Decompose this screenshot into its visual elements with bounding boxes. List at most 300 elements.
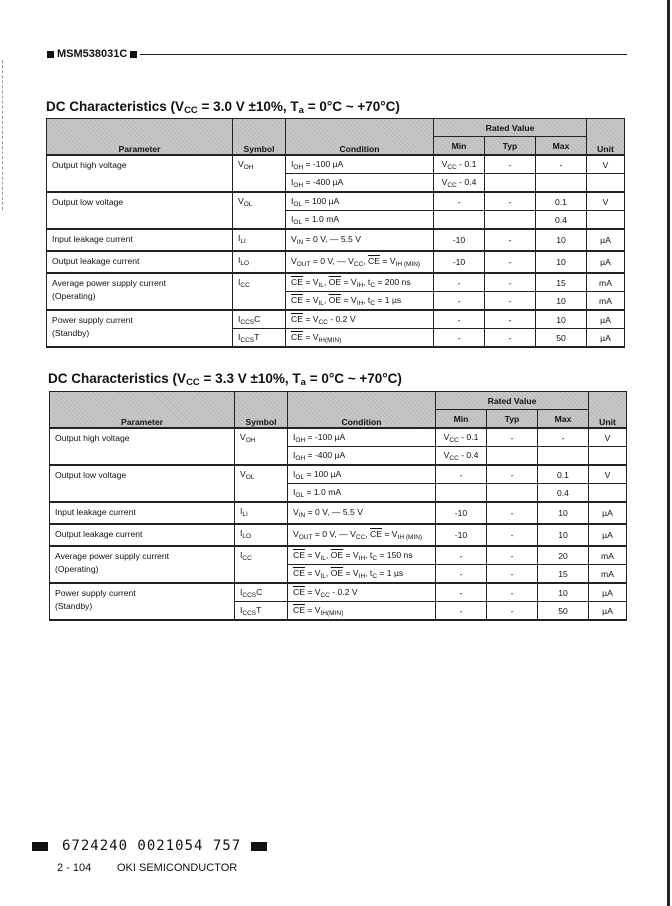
barcode-line bbox=[32, 838, 267, 854]
condition-text: , t bbox=[363, 276, 371, 287]
typ-cell bbox=[487, 502, 538, 524]
typ-cell bbox=[487, 546, 538, 565]
header-text: Symbol bbox=[245, 417, 277, 427]
max-cell bbox=[538, 583, 589, 602]
condition-text: = 1 µs bbox=[375, 294, 402, 305]
condition-cell bbox=[288, 484, 436, 503]
symbol: I bbox=[240, 604, 243, 615]
typ-cell bbox=[485, 329, 536, 348]
condition-text: = 0 V, — 5.5 V bbox=[303, 234, 361, 244]
max-value: - bbox=[561, 432, 565, 443]
min-value: -10 bbox=[454, 530, 468, 540]
max-cell bbox=[536, 192, 587, 211]
output-enable-bar: $\overline{OE}$ bbox=[330, 567, 344, 578]
condition-text: = 100 µA bbox=[302, 195, 340, 206]
max-value: 0.4 bbox=[555, 214, 567, 225]
parameter-name: Input leakage current bbox=[55, 507, 136, 517]
condition-text: = 1.0 mA bbox=[304, 486, 342, 497]
condition-text: = V bbox=[343, 567, 359, 578]
condition-text: V bbox=[293, 529, 299, 539]
column-header-max bbox=[536, 137, 587, 156]
condition-text: = V bbox=[341, 294, 357, 305]
max-value: 10 bbox=[556, 235, 566, 245]
typ-value: - bbox=[510, 469, 514, 480]
condition-subscript: C bbox=[372, 572, 378, 580]
condition-cell bbox=[286, 251, 434, 273]
condition-cell bbox=[288, 428, 436, 447]
condition-text: = V bbox=[304, 567, 321, 578]
chip-enable-bar: $\overline{CE}$ bbox=[293, 567, 305, 578]
typ-value: - bbox=[508, 196, 512, 207]
min-value: - bbox=[457, 314, 461, 325]
min-cell bbox=[436, 546, 487, 565]
column-header-typ bbox=[487, 410, 538, 429]
symbol-cell bbox=[233, 251, 286, 273]
condition-subscript: IH bbox=[358, 554, 366, 562]
typ-value: - bbox=[510, 568, 514, 579]
condition-subscript: CC bbox=[320, 591, 330, 599]
condition-text: = 1.0 mA bbox=[302, 213, 340, 224]
part-number: MSM538031C bbox=[57, 48, 128, 60]
unit-value: mA bbox=[601, 550, 614, 561]
symbol: I bbox=[240, 550, 243, 560]
column-header-rated-value bbox=[434, 119, 587, 137]
condition-cell bbox=[286, 229, 434, 251]
max-cell bbox=[538, 465, 589, 484]
header-text: Rated Value bbox=[485, 122, 535, 133]
condition-subscript: OL bbox=[293, 218, 303, 226]
title-text: = 0°C ~ +70°C) bbox=[303, 99, 400, 114]
max-value: 10 bbox=[558, 530, 568, 540]
max-cell bbox=[536, 211, 587, 230]
typ-value: - bbox=[510, 605, 514, 616]
symbol-subscript: LO bbox=[242, 533, 252, 540]
min-value: -10 bbox=[454, 508, 468, 518]
company-name: OKI SEMICONDUCTOR bbox=[117, 862, 238, 874]
min-cell bbox=[434, 329, 485, 348]
output-enable-bar: $\overline{OE}$ bbox=[330, 549, 344, 560]
symbol-cell bbox=[235, 465, 288, 502]
condition-text: = V bbox=[343, 549, 359, 560]
chip-enable-bar: $\overline{CE}$ bbox=[293, 586, 305, 597]
condition-subscript: OL bbox=[295, 473, 305, 481]
min-cell bbox=[436, 524, 487, 546]
condition-subscript: OUT bbox=[296, 261, 311, 268]
parameter-name: Power supply current bbox=[52, 315, 133, 325]
min-value: -10 bbox=[452, 235, 466, 245]
table-row bbox=[50, 428, 627, 447]
unit-cell bbox=[589, 583, 627, 602]
column-header-unit bbox=[589, 392, 627, 429]
chip-enable-bar: $\overline{CE}$ bbox=[291, 313, 303, 324]
min-cell bbox=[434, 211, 485, 230]
condition-cell bbox=[288, 565, 436, 584]
parameter-name: Power supply current bbox=[55, 588, 136, 598]
symbol-cell bbox=[235, 428, 288, 465]
condition-text: , bbox=[325, 567, 331, 578]
parameter-cell bbox=[47, 229, 233, 251]
symbol-suffix: T bbox=[256, 604, 262, 615]
min-cell bbox=[436, 465, 487, 484]
typ-cell bbox=[485, 211, 536, 230]
min-value: V bbox=[443, 449, 450, 460]
condition-subscript: IN bbox=[296, 239, 304, 246]
condition-text: = 100 µA bbox=[304, 468, 342, 479]
title-sub: CC bbox=[186, 377, 200, 388]
condition-text: , bbox=[363, 256, 369, 266]
symbol-cell bbox=[235, 546, 288, 583]
max-cell bbox=[538, 447, 589, 466]
max-value: 20 bbox=[558, 550, 568, 561]
parameter-name: Output high voltage bbox=[52, 160, 127, 170]
symbol-subscript: CC bbox=[240, 282, 250, 289]
condition-cell bbox=[286, 310, 434, 329]
condition-text: = -400 µA bbox=[303, 176, 344, 187]
unit-cell bbox=[587, 292, 625, 311]
symbol-cell bbox=[233, 192, 286, 229]
min-cell bbox=[434, 310, 485, 329]
typ-value: - bbox=[510, 550, 514, 561]
title-text: = 3.3 V ±10%, T bbox=[199, 371, 301, 386]
condition-subscript: OL bbox=[293, 200, 303, 208]
typ-cell bbox=[485, 251, 536, 273]
condition-text: = V bbox=[302, 294, 319, 305]
typ-cell bbox=[485, 292, 536, 311]
max-cell bbox=[536, 251, 587, 273]
condition-text: - 0.2 V bbox=[329, 586, 358, 597]
unit-value: mA bbox=[599, 277, 612, 288]
header-text: Condition bbox=[339, 144, 380, 154]
condition-text: = -400 µA bbox=[305, 449, 346, 460]
condition-subscript: CC bbox=[318, 318, 328, 326]
column-header-max bbox=[538, 410, 589, 429]
section-title bbox=[46, 99, 400, 116]
column-header-parameter bbox=[50, 392, 235, 429]
parameter-cell bbox=[47, 192, 233, 229]
min-cell bbox=[436, 502, 487, 524]
condition-cell bbox=[288, 502, 436, 524]
condition-subscript: IH (MIN) bbox=[397, 534, 423, 541]
unit-value: µA bbox=[602, 530, 613, 540]
symbol-subscript: OH bbox=[245, 437, 256, 444]
min-value: - 0.4 bbox=[456, 176, 477, 187]
symbol: I bbox=[238, 313, 241, 324]
max-cell bbox=[538, 428, 589, 447]
symbol-cell bbox=[233, 155, 286, 192]
max-cell bbox=[536, 273, 587, 292]
symbol: I bbox=[238, 331, 241, 342]
page-number: 2 - 104 bbox=[57, 862, 92, 874]
max-cell bbox=[536, 329, 587, 348]
chip-enable-bar: $\overline{CE}$ bbox=[368, 256, 380, 266]
symbol-suffix: C bbox=[254, 313, 261, 324]
symbol-cell bbox=[235, 524, 288, 546]
title-sub: a bbox=[298, 105, 304, 116]
typ-value: - bbox=[510, 587, 514, 598]
condition-subscript: IL bbox=[320, 572, 326, 580]
max-value: - bbox=[559, 159, 563, 170]
unit-cell bbox=[589, 546, 627, 565]
header-text: Unit bbox=[599, 417, 616, 427]
min-value: - 0.4 bbox=[458, 449, 479, 460]
condition-subscript: OH bbox=[295, 454, 306, 462]
condition-text: I bbox=[293, 431, 296, 442]
title-text: DC Characteristics (V bbox=[48, 371, 187, 386]
page-footer bbox=[57, 862, 237, 874]
unit-value: µA bbox=[600, 314, 611, 325]
table-row bbox=[50, 583, 627, 602]
typ-cell bbox=[485, 273, 536, 292]
column-header-condition bbox=[288, 392, 436, 429]
condition-subscript: OL bbox=[295, 491, 305, 499]
typ-cell bbox=[487, 447, 538, 466]
unit-value: V bbox=[604, 432, 611, 443]
table-row bbox=[50, 502, 627, 524]
condition-subscript: C bbox=[370, 281, 376, 289]
chip-enable-bar: $\overline{CE}$ bbox=[370, 529, 382, 539]
parameter-name: Average power supply current bbox=[52, 278, 167, 288]
max-cell bbox=[538, 484, 589, 503]
unit-cell bbox=[587, 310, 625, 329]
condition-cell bbox=[286, 155, 434, 174]
scan-edge bbox=[667, 0, 670, 906]
min-cell bbox=[434, 192, 485, 211]
max-value: 0.1 bbox=[555, 196, 567, 207]
header-text: Parameter bbox=[120, 417, 164, 427]
condition-text: I bbox=[291, 158, 294, 169]
symbol-cell bbox=[233, 273, 286, 310]
table-row bbox=[50, 465, 627, 484]
condition-subscript: CC bbox=[355, 534, 366, 541]
chip-enable-bar: $\overline{CE}$ bbox=[293, 549, 305, 560]
barcode-block bbox=[251, 842, 267, 851]
parameter-cell bbox=[47, 310, 233, 347]
unit-value: µA bbox=[600, 235, 611, 245]
condition-text: = -100 µA bbox=[305, 431, 346, 442]
table-row bbox=[50, 546, 627, 565]
unit-cell bbox=[587, 155, 625, 174]
condition-text: = 0 V, — V bbox=[312, 529, 356, 539]
condition-subscript: IH(MIN) bbox=[320, 609, 344, 617]
typ-value: - bbox=[510, 530, 514, 540]
table-row bbox=[47, 192, 625, 211]
parameter-name: Average power supply current bbox=[55, 551, 170, 561]
max-value: 0.1 bbox=[557, 469, 569, 480]
typ-cell bbox=[487, 524, 538, 546]
condition-text: , bbox=[323, 276, 329, 287]
min-cell bbox=[434, 273, 485, 292]
max-value: 10 bbox=[558, 508, 568, 518]
chip-enable-bar: $\overline{CE}$ bbox=[291, 276, 303, 287]
condition-subscript: IN bbox=[298, 512, 306, 519]
condition-text: I bbox=[293, 468, 296, 479]
min-cell bbox=[436, 583, 487, 602]
max-cell bbox=[538, 546, 589, 565]
table-row bbox=[50, 524, 627, 546]
condition-text: = 0 V, — V bbox=[310, 256, 354, 266]
unit-cell bbox=[589, 524, 627, 546]
unit-value: µA bbox=[600, 257, 611, 267]
typ-cell bbox=[485, 310, 536, 329]
parameter-name: Output low voltage bbox=[52, 197, 124, 207]
typ-value: - bbox=[508, 277, 512, 288]
symbol: V bbox=[238, 196, 244, 206]
condition-text: , bbox=[325, 549, 331, 560]
min-value: - bbox=[457, 196, 461, 207]
typ-value: - bbox=[510, 508, 514, 518]
min-cell bbox=[436, 602, 487, 621]
typ-cell bbox=[487, 484, 538, 503]
condition-text: , bbox=[365, 529, 371, 539]
condition-text: , t bbox=[365, 567, 373, 578]
parameter-cell bbox=[50, 465, 235, 502]
condition-cell bbox=[288, 524, 436, 546]
condition-text: = V bbox=[302, 276, 319, 287]
typ-cell bbox=[487, 465, 538, 484]
max-value: 15 bbox=[558, 568, 568, 579]
min-value: V bbox=[441, 158, 448, 169]
condition-cell bbox=[286, 292, 434, 311]
condition-subscript: IL bbox=[318, 299, 324, 307]
symbol-cell bbox=[235, 602, 288, 621]
min-cell bbox=[434, 155, 485, 174]
typ-cell bbox=[487, 583, 538, 602]
symbol-subscript: LO bbox=[240, 260, 250, 267]
header-text: Parameter bbox=[118, 144, 161, 154]
unit-cell bbox=[587, 329, 625, 348]
parameter-cell bbox=[50, 546, 235, 583]
max-value: 10 bbox=[556, 295, 566, 306]
condition-cell bbox=[288, 602, 436, 621]
condition-text: I bbox=[291, 176, 294, 187]
column-header-rated-value bbox=[436, 392, 589, 410]
parameter-cell bbox=[47, 251, 233, 273]
header-text: Min bbox=[453, 413, 469, 424]
condition-text: = V bbox=[304, 586, 321, 597]
symbol-subscript: LI bbox=[242, 511, 248, 518]
min-subscript: CC bbox=[447, 163, 457, 171]
condition-cell bbox=[288, 583, 436, 602]
column-header-condition bbox=[286, 119, 434, 156]
condition-cell bbox=[286, 329, 434, 348]
max-value: 50 bbox=[558, 605, 568, 616]
column-header-symbol bbox=[233, 119, 286, 156]
typ-cell bbox=[485, 155, 536, 174]
parameter-name: Output leakage current bbox=[55, 529, 143, 539]
max-value: 10 bbox=[558, 587, 568, 598]
max-value: 15 bbox=[556, 277, 566, 288]
unit-value: mA bbox=[601, 568, 614, 579]
parameter-name: Output high voltage bbox=[55, 433, 130, 443]
typ-cell bbox=[485, 174, 536, 193]
condition-text: V bbox=[291, 234, 297, 244]
chip-enable-bar: $\overline{CE}$ bbox=[291, 331, 303, 342]
parameter-cell bbox=[50, 502, 235, 524]
unit-cell bbox=[589, 602, 627, 621]
chip-enable-bar: $\overline{CE}$ bbox=[293, 604, 305, 615]
page-header bbox=[47, 47, 627, 61]
binding-marks bbox=[2, 60, 4, 210]
symbol: V bbox=[240, 432, 246, 442]
condition-subscript: IL bbox=[318, 281, 324, 289]
column-header-symbol bbox=[235, 392, 288, 429]
typ-cell bbox=[487, 565, 538, 584]
min-cell bbox=[434, 229, 485, 251]
max-cell bbox=[538, 602, 589, 621]
condition-text: = V bbox=[304, 604, 321, 615]
column-header-typ bbox=[485, 137, 536, 156]
unit-cell bbox=[587, 192, 625, 211]
unit-value: µA bbox=[602, 508, 613, 518]
condition-text: , t bbox=[365, 549, 373, 560]
min-cell bbox=[434, 251, 485, 273]
symbol: I bbox=[240, 528, 243, 538]
min-value: - bbox=[459, 605, 463, 616]
condition-text: V bbox=[293, 507, 299, 517]
condition-text: = V bbox=[380, 256, 396, 266]
min-value: V bbox=[441, 176, 448, 187]
min-subscript: CC bbox=[449, 436, 459, 444]
table-row bbox=[47, 229, 625, 251]
unit-cell bbox=[589, 565, 627, 584]
condition-text: = 0 V, — 5.5 V bbox=[305, 507, 363, 517]
condition-subscript: OH bbox=[295, 436, 306, 444]
condition-cell bbox=[286, 192, 434, 211]
unit-value: V bbox=[604, 469, 611, 480]
condition-text: , t bbox=[363, 294, 371, 305]
header-text: Typ bbox=[504, 413, 520, 424]
header-text: Condition bbox=[341, 417, 382, 427]
condition-subscript: OH bbox=[293, 181, 304, 189]
unit-cell bbox=[587, 251, 625, 273]
title-sub: a bbox=[300, 377, 306, 388]
unit-value: µA bbox=[600, 332, 611, 343]
max-cell bbox=[538, 565, 589, 584]
symbol: V bbox=[238, 159, 244, 169]
symbol-cell bbox=[235, 502, 288, 524]
header-text: Max bbox=[552, 140, 570, 151]
output-enable-bar: $\overline{OE}$ bbox=[328, 276, 342, 287]
header-text: Unit bbox=[597, 144, 614, 154]
barcode-digits: 6724240 0021054 757 bbox=[62, 838, 242, 854]
min-value: - bbox=[457, 332, 461, 343]
condition-text: = V bbox=[302, 331, 319, 342]
min-subscript: CC bbox=[447, 181, 457, 189]
condition-text: , bbox=[323, 294, 329, 305]
min-cell bbox=[436, 428, 487, 447]
typ-cell bbox=[487, 602, 538, 621]
condition-text: = 200 ns bbox=[375, 276, 411, 287]
square-bullet-icon bbox=[130, 51, 137, 58]
max-value: 50 bbox=[556, 332, 566, 343]
symbol-suffix: C bbox=[256, 586, 263, 597]
column-header-parameter bbox=[47, 119, 233, 156]
unit-cell bbox=[587, 229, 625, 251]
header-text: Symbol bbox=[243, 144, 275, 154]
unit-cell bbox=[587, 174, 625, 193]
max-value: 0.4 bbox=[557, 487, 569, 498]
condition-text: = V bbox=[304, 549, 321, 560]
typ-value: - bbox=[508, 235, 512, 245]
symbol-subscript: OH bbox=[243, 164, 254, 171]
min-value: - bbox=[457, 277, 461, 288]
symbol-suffix: T bbox=[254, 331, 260, 342]
max-value: 10 bbox=[556, 314, 566, 325]
symbol-subscript: OL bbox=[245, 474, 255, 481]
condition-subscript: OUT bbox=[298, 534, 313, 541]
condition-text: = V bbox=[382, 529, 398, 539]
min-value: - bbox=[459, 469, 463, 480]
